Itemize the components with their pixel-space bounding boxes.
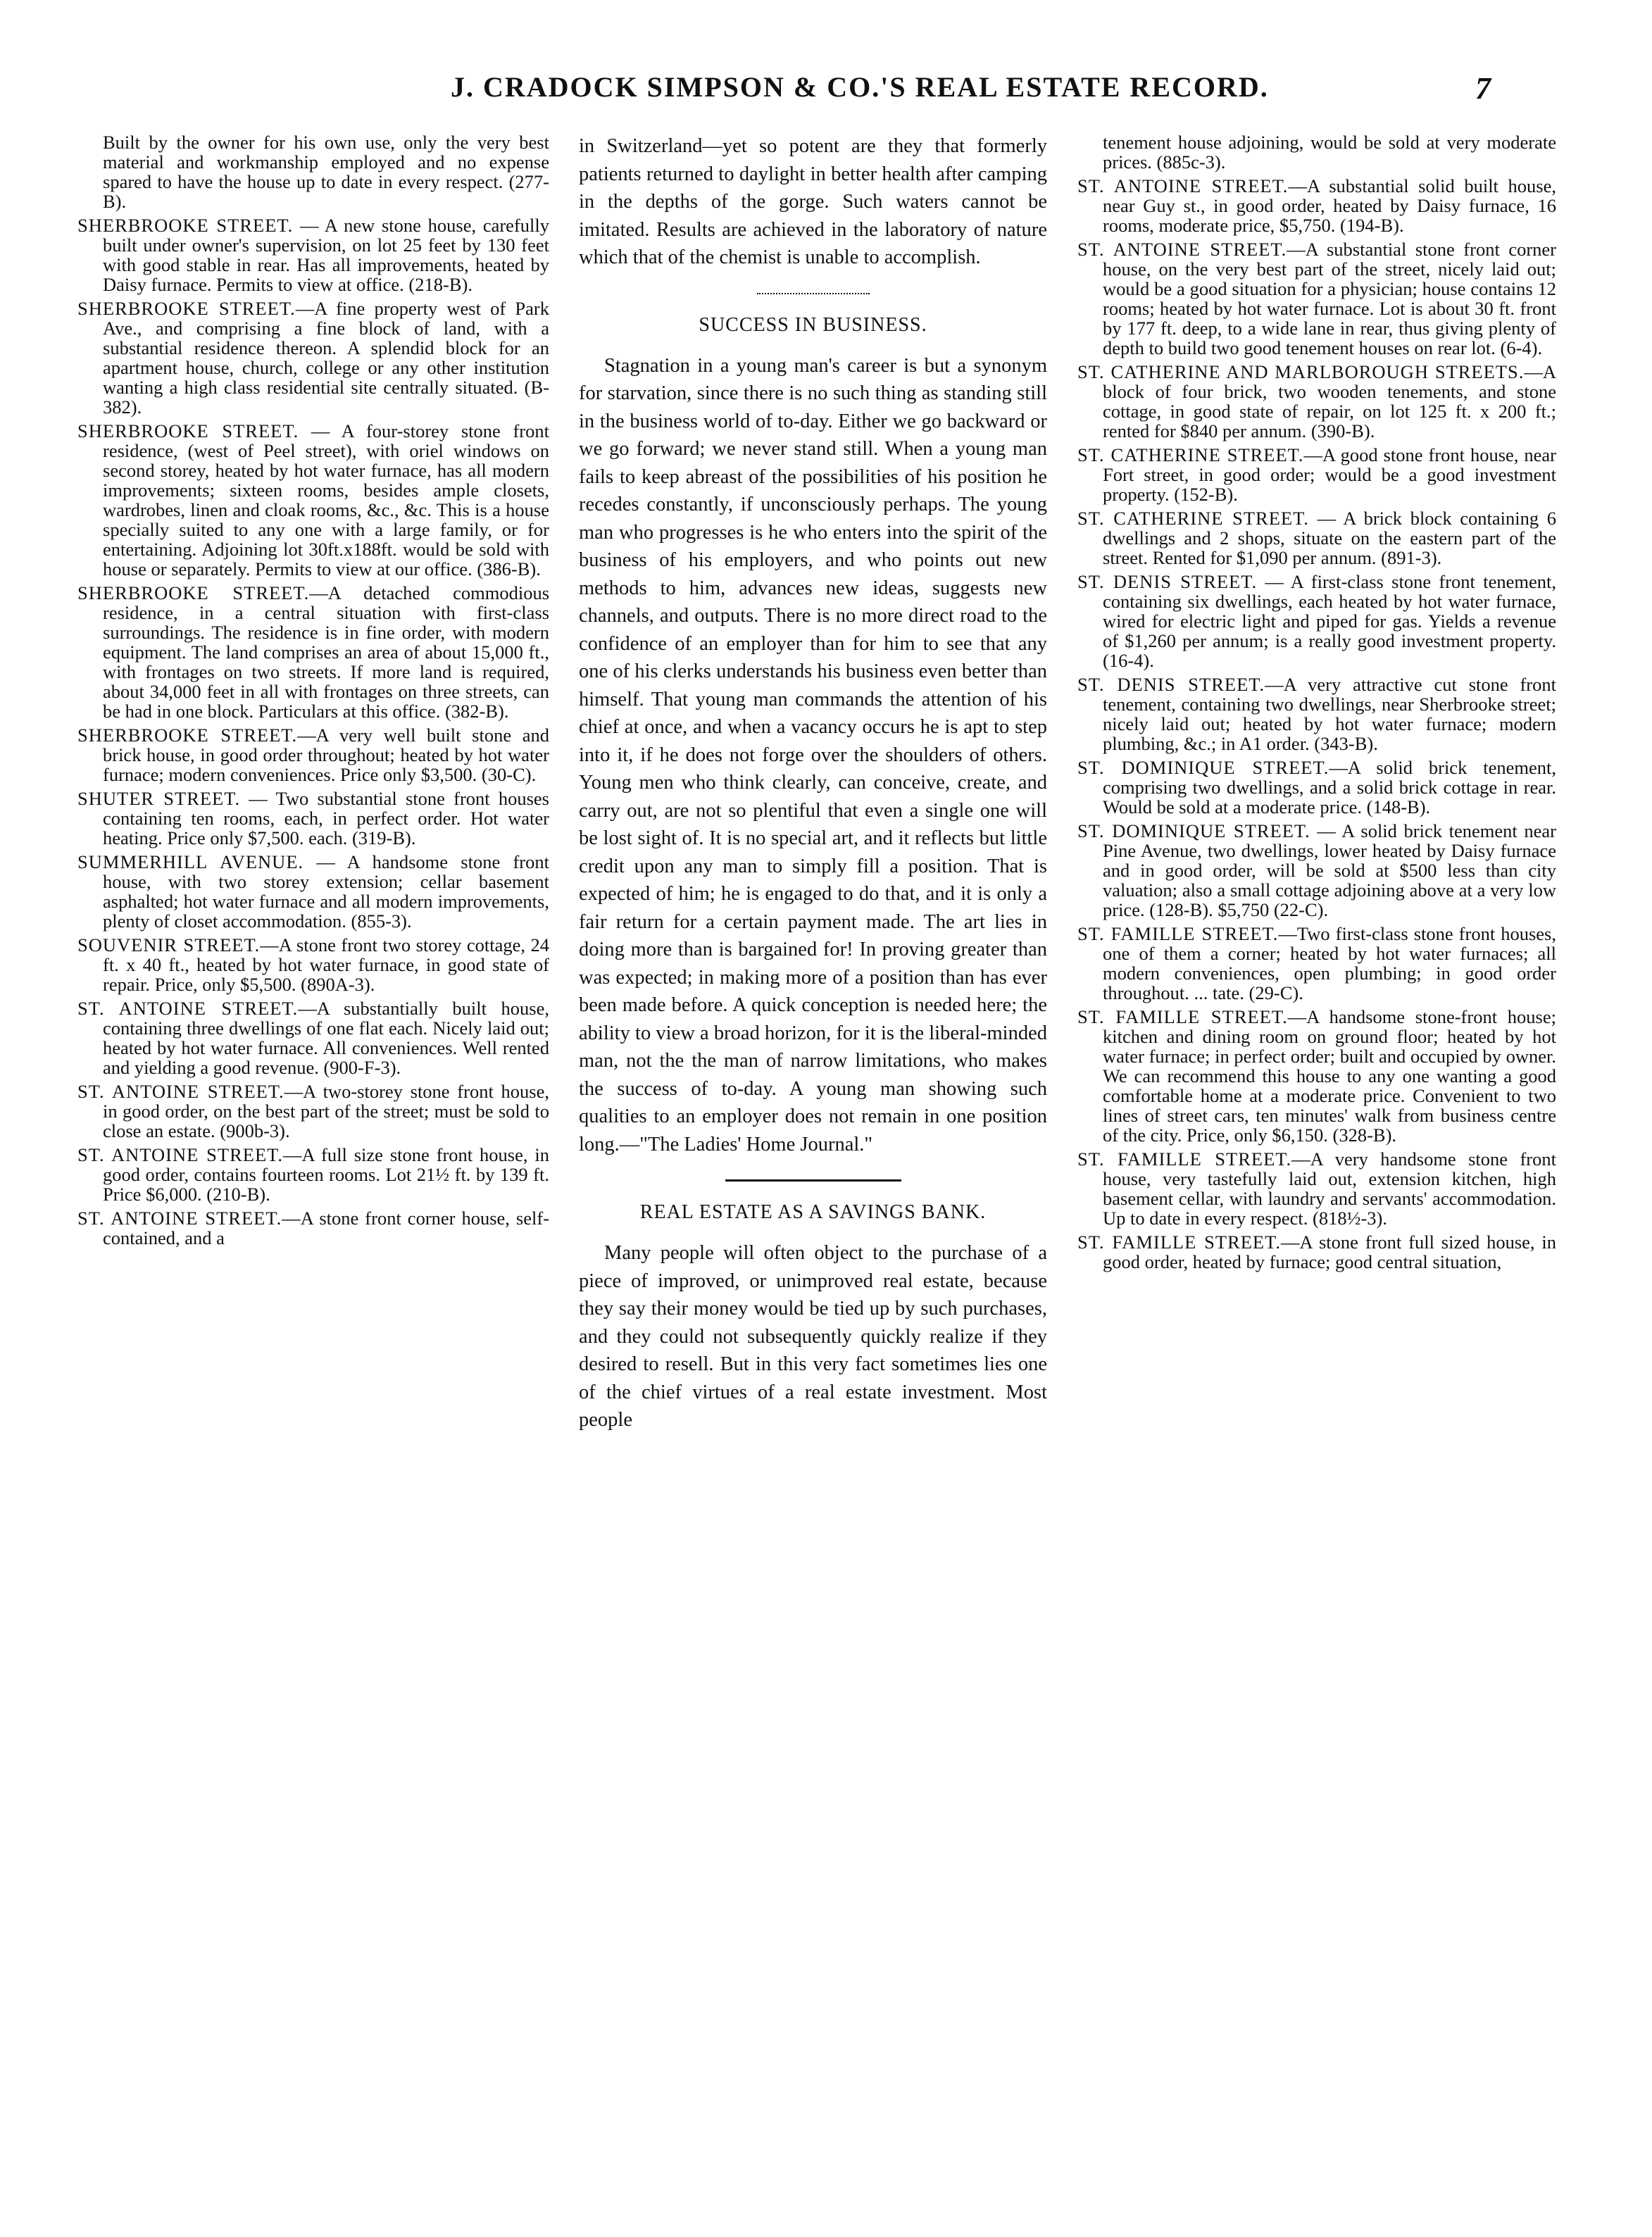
listing-text: —A detached commodious residence, in a central situation with first-class surroundings. The residence is in fine order, with modern equipment. The land comprises an area of about 15,000 ft., with frontages on two streets. If more land is required, about 34,000 feet in all with frontages on three streets, can be had in one block. Particulars at this office. (382-B).: [103, 582, 549, 722]
listing-entry: [77, 299, 549, 417]
listing-text: —A solid brick tenement, comprising two dwellings, and a solid brick cottage in rear. Would be sold at a moderate price. (148-B).: [1103, 757, 1556, 817]
listing-street: ST. FAMILLE STREET.: [1077, 923, 1279, 944]
listing-entry: [77, 421, 549, 579]
listing-entry: [77, 1082, 549, 1141]
column-right: [1077, 132, 1556, 2217]
listing-text: —A full size stone front house, in good order, contains fourteen rooms. Lot 21½ ft. by 139 ft. Price $6,000. (210-B).: [103, 1144, 549, 1205]
listing-text: —A stone front full sized house, in good order, heated by furnace; good central situation,: [1103, 1232, 1556, 1272]
article-body: Many people will often object to the purchase of a piece of improved, or unimproved real estate, because they say their money would be tied up by such purchases, and they could not subsequently quickly realize if they desired to resell. But in this very fact sometimes lies one of the chief virtues of a real estate investment. Most people: [579, 1242, 1047, 1431]
listing-text: — A solid brick tenement near Pine Avenue, two dwellings, lower heated by Daisy furnace and in good order, will be sold at $500 less than city valuation; also a small cottage adjoining above at a very low price. (128-B). $5,750 (22-C).: [1103, 820, 1556, 920]
listing-text: —A very well built stone and brick house, in good order throughout; heated by hot water furnace; modern conveniences. Price only $3,500. (30-C).: [103, 725, 549, 785]
column-left: [77, 132, 549, 2217]
section-divider: [757, 293, 870, 294]
listing-street: ST. ANTOINE STREET.: [1077, 239, 1287, 260]
listing-text: — Two substantial stone front houses containing ten rooms, each, in perfect order. Hot water heating. Price only $7,500. each. (319-B).: [103, 788, 549, 848]
listing-street: SHERBROOKE STREET.: [77, 582, 310, 603]
listing-text: —A substantial solid built house, near Guy st., in good order, heated by Daisy furnace, 16 rooms, moderate price, $5,750. (194-B).: [1103, 175, 1556, 236]
listing-text: — A new stone house, carefully built under owner's supervision, on lot 25 feet by 130 feet with good stable in rear. Has all improvements, heated by Daisy furnace. Permits to view at office. (218-B).: [103, 215, 549, 295]
listing-text: — A first-class stone front tenement, containing six dwellings, each heated by hot water furnace, wired for electric light and piped for gas. Yields a revenue of $1,260 per annum; is a really good investment property. (16-4).: [1103, 571, 1556, 671]
listing-text: —A stone front two storey cottage, 24 ft. x 40 ft., heated by hot water furnace, in good state of repair. Price, only $5,500. (890A-3).: [103, 934, 549, 995]
listing-text: — A handsome stone front house, with two storey extension; cellar basement asphalted; hot water furnace and all modern improvements, plenty of closet accommodation. (855-3).: [103, 851, 549, 932]
listing-entry: [77, 852, 549, 931]
listing-entry: [1077, 1149, 1556, 1228]
listing-entry: [77, 1208, 549, 1248]
listing-text: —Two first-class stone front houses, one of them a corner; heated by hot water furnaces; all modern conveniences, open plumbing; in good order throughout. ... tate. (29-C).: [1103, 923, 1556, 1003]
listing-street: SUMMERHILL AVENUE.: [77, 851, 304, 872]
page-number: 7: [1475, 71, 1491, 106]
listing-entry: [77, 1145, 549, 1204]
column-middle: [579, 132, 1047, 2217]
listing-continuation: tenement house adjoining, would be sold at very moderate prices. (885c-3).: [1103, 132, 1556, 173]
listing-entry: [1077, 508, 1556, 568]
listing-continuation: Built by the owner for his own use, only the very best material and workmanship employed and no expense spared to have the house up to date in every respect. (277-B).: [103, 132, 549, 212]
listing-entry: [1077, 675, 1556, 753]
listing-street: ST. ANTOINE STREET.: [77, 1081, 284, 1102]
listing-text: — A four-storey stone front residence, (west of Peel street), with oriel windows on second storey, heated by hot water furnace, has all modern improvements; sixteen rooms, besides ample closets, wardrobes, linen and cloak rooms, &c., &c. This is a house specially suited to any one with a large family, or for entertaining. Adjoining lot 30ft.x188ft. would be sold with house or separately. Permits to view at our office. (386-B).: [103, 420, 549, 579]
listing-entry: [1077, 821, 1556, 920]
article-continuation: in Switzerland—yet so potent are they that formerly patients returned to daylight in better health after camping in the depths of the gorge. Such waters cannot be imitated. Results are achieved in the laboratory of nature which that of the chemist is unable to accomplish.: [579, 135, 1047, 268]
listing-text: —A block of four brick, two wooden tenements, and stone cottage, in good state of repair, on lot 125 ft. x 200 ft.; rented for $840 per annum. (390-B).: [1103, 361, 1556, 441]
listing-entry: [1077, 758, 1556, 817]
listing-text: —A good stone front house, near Fort street, in good order; would be a good investment property. (152-B).: [1103, 444, 1556, 505]
listing-street: ST. DENIS STREET.: [1077, 674, 1265, 695]
listing-entry: [1077, 239, 1556, 358]
listings-left: [77, 215, 549, 1248]
listing-text: —A substantial stone front corner house, on the very best part of the street, nicely laid out; would be a good situation for a physician; house contains 12 rooms; heated by hot water furnace. Lot is about 30 ft. front by 177 ft. deep, to a wide lane in rear, thus giving plenty of depth to build two good tenement houses on rear lot. (6-4).: [1103, 239, 1556, 358]
listing-street: ST. FAMILLE STREET.: [1077, 1148, 1292, 1170]
listing-street: SHERBROOKE STREET.: [77, 215, 294, 236]
listing-street: ST. DOMINIQUE STREET.: [1077, 820, 1310, 841]
article-heading: REAL ESTATE AS A SAVINGS BANK.: [639, 1201, 987, 1223]
listing-entry: [77, 215, 549, 294]
listing-entry: [77, 583, 549, 721]
listing-street: ST. FAMILLE STREET.: [1077, 1232, 1281, 1253]
listing-entry: [1077, 572, 1556, 670]
listing-entry: [1077, 1007, 1556, 1145]
listing-street: SHUTER STREET.: [77, 788, 241, 809]
listing-street: ST. DOMINIQUE STREET.: [1077, 757, 1329, 778]
listing-street: ST. ANTOINE STREET.: [77, 1208, 282, 1229]
listing-entry: [77, 935, 549, 994]
listing-entry: [1077, 362, 1556, 441]
listing-entry: [1077, 445, 1556, 504]
listing-text: —A stone front corner house, self-contained, and a: [103, 1208, 549, 1248]
listing-street: ST. ANTOINE STREET.: [1077, 175, 1289, 196]
listing-text: — A brick block containing 6 dwellings and 2 shops, situate on the eastern part of the street. Rented for $1,090 per annum. (891-3).: [1103, 508, 1556, 568]
listing-street: ST. ANTOINE STREET.: [77, 1144, 283, 1165]
listing-street: SOUVENIR STREET.: [77, 934, 261, 955]
page-title: J. CRADOCK SIMPSON & CO.'S REAL ESTATE RECORD.: [451, 71, 1269, 103]
listing-entry: [1077, 1232, 1556, 1272]
listing-entry: [1077, 924, 1556, 1003]
listing-entry: [77, 725, 549, 784]
listing-entry: [77, 789, 549, 848]
listing-street: ST. CATHERINE AND MARLBOROUGH STREETS.: [1077, 361, 1525, 382]
listing-street: ST. ANTOINE STREET.: [77, 998, 299, 1019]
article-body: Stagnation in a young man's career is but a synonym for starvation, since there is no such thing as standing still in the business world of to-day. Either we go backward or we go forward; we never stand still. When a young man fails to keep abreast of the possibilities of his position he recedes constantly, if unconsciously perhaps. The young man who progresses is he who enters into the spirit of the business of his employers, and who points out new methods to him, advances new ideas, suggests new channels, and outputs. There is no more direct road to the confidence of an employer than for him to see that any one of his clerks understands his business even better than himself. That young man commands the attention of his chief at once, and when a vacancy occurs he is apt to step into it, if he does not forge over the shoulders of others. Young men who think clearly, can conceive, create, and carry out, are not so plentiful that even a single one will be lost sight of. It is no special art, and it reflects but little credit upon any man to simply fill a position. That is expected of him; he is engaged to do that, and it is only a fair return for a certain payment made. The art lies in doing more than is bargained for! In proving greater than was expected; in making more of a position than has ever been made before. A quick conception is needed here; the ability to view a broad horizon, for it is the liberal-minded man, not the the man of narrow limitations, who makes the success of to-day. A young man showing such qualities to an employer does not remain in one position long.—"The Ladies' Home Journal.": [579, 354, 1047, 1155]
section-divider: [725, 1179, 901, 1182]
listing-street: SHERBROOKE STREET.: [77, 420, 299, 441]
listing-entry: [77, 998, 549, 1077]
listing-text: —A very handsome stone front house, very tastefully laid out, extension kitchen, high basement cellar, with laundry and servants' accommodation. Up to date in every respect. (818½-3).: [1103, 1148, 1556, 1229]
listing-text: —A two-storey stone front house, in good order, on the best part of the street; must be sold to close an estate. (900b-3).: [103, 1081, 549, 1141]
listing-text: —A handsome stone-front house; kitchen and dining room on ground floor; heated by hot water furnace; in perfect order; built and occupied by owner. We can recommend this house to any one wanting a good comfortable home at a moderate price. Convenient to two lines of street cars, ten minutes' walk from business centre of the city. Price, only $6,150. (328-B).: [1103, 1006, 1556, 1146]
listing-street: ST. CATHERINE STREET.: [1077, 444, 1304, 465]
article-heading: SUCCESS IN BUSINESS.: [699, 313, 927, 336]
listing-street: ST. FAMILLE STREET.: [1077, 1006, 1288, 1027]
listing-text: —A substantially built house, containing three dwellings of one flat each. Nicely laid out; heated by hot water furnace. All conveniences. Well rented and yielding a good revenue. (900-F-3).: [103, 998, 549, 1078]
listing-street: ST. DENIS STREET.: [1077, 571, 1258, 592]
listing-street: SHERBROOKE STREET.: [77, 725, 298, 746]
listing-entry: [1077, 176, 1556, 235]
listing-street: SHERBROOKE STREET.: [77, 298, 296, 319]
page-header: [0, 70, 1652, 120]
listing-text: —A very attractive cut stone front tenement, containing two dwellings, near Sherbrooke street; nicely laid out; heated by hot water furnace; modern plumbing, &c.; in A1 order. (343-B).: [1103, 674, 1556, 754]
listing-text: —A fine property west of Park Ave., and comprising a fine block of land, with a substantial residence thereon. A splendid block for an apartment house, church, college or any other institution wanting a high class residential site centrally situated. (B-382).: [103, 298, 549, 418]
listings-right: [1077, 176, 1556, 1272]
listing-street: ST. CATHERINE STREET.: [1077, 508, 1309, 529]
